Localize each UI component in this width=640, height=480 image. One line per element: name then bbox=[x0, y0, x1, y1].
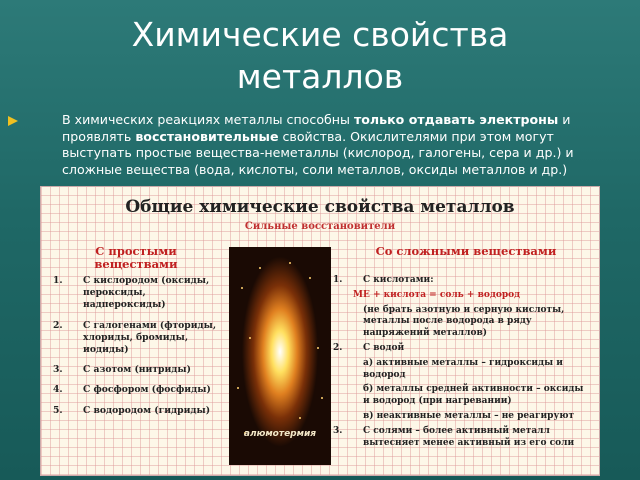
item-number: 3. bbox=[53, 364, 63, 376]
item-text: С кислотами: bbox=[363, 275, 434, 285]
bullet-arrow-icon bbox=[8, 116, 18, 126]
item-number: 3. bbox=[333, 425, 343, 436]
item-number: 2. bbox=[333, 342, 343, 353]
list-item bbox=[53, 320, 223, 357]
image-title: Общие химические свойства металлов bbox=[125, 197, 515, 217]
item-text: С солями – более активный металл вытесняет менее активный из его соли bbox=[363, 425, 575, 448]
bullet-text bbox=[62, 112, 598, 178]
item-text: С фосфором (фосфиды) bbox=[83, 384, 211, 396]
slide-title-line1: Химические свойства bbox=[131, 15, 509, 54]
left-column-heading: С простыми веществами bbox=[94, 244, 178, 271]
water-sub-a: а) активные металлы – гидроксиды и водород bbox=[363, 357, 563, 380]
bullet-text-part: и проявлять bbox=[62, 112, 571, 144]
slide-title-line2: металлов bbox=[236, 57, 404, 96]
bullet-text-part: свойства. Окислителями при этом могут выступать простые вещества-неметаллы (кислород, галогены, сера и др.) и сложные вещества (вода, кислоты, соли металлов, оксиды металлов и др.) bbox=[62, 128, 574, 177]
complex-substances-list bbox=[333, 275, 593, 452]
item-text: С водородом (гидриды) bbox=[83, 404, 211, 416]
bullet-bold-electrons: только отдавать электроны bbox=[353, 112, 559, 127]
bullet-point bbox=[38, 112, 598, 178]
list-item bbox=[53, 275, 223, 312]
acid-note: (не брать азотную и серную кислоты, металлы после водорода в ряду напряжений металлов) bbox=[363, 304, 565, 339]
item-number: 2. bbox=[53, 319, 63, 331]
list-item bbox=[333, 275, 593, 287]
bullet-text-part: В химических реакциях металлы способны bbox=[62, 112, 354, 127]
item-text: С кислородом (оксиды, пероксиды, надпероксиды) bbox=[83, 275, 210, 311]
list-item bbox=[53, 405, 223, 417]
item-text: С галогенами (фториды, хлориды, бромиды, иодиды) bbox=[83, 319, 217, 356]
aluminothermy-photo bbox=[229, 247, 331, 465]
photo-caption: алюмотермия bbox=[243, 429, 317, 439]
acid-formula: МЕ + кислота = соль + водород bbox=[353, 289, 521, 300]
water-sub-b: б) металлы средней активности – оксиды и водород (при нагревании) bbox=[363, 384, 584, 407]
item-text: С водой bbox=[363, 342, 405, 353]
water-sub-c: в) неактивные металлы – не реагируют bbox=[363, 410, 575, 421]
slide-title bbox=[0, 14, 640, 98]
list-item bbox=[333, 426, 593, 450]
item-number: 4. bbox=[53, 384, 63, 396]
item-text: С азотом (нитриды) bbox=[83, 364, 191, 376]
image-subtitle: Сильные восстановители bbox=[244, 221, 396, 232]
item-number: 1. bbox=[333, 275, 343, 285]
list-item bbox=[53, 364, 223, 376]
list-item bbox=[333, 343, 593, 355]
right-column-heading: Со сложными веществами bbox=[375, 244, 557, 258]
item-number: 5. bbox=[53, 404, 63, 416]
list-item bbox=[53, 384, 223, 396]
simple-substances-list bbox=[53, 275, 223, 425]
item-number: 1. bbox=[53, 275, 63, 286]
metals-properties-image bbox=[40, 186, 600, 476]
bullet-bold-reducing: восстановительные bbox=[135, 128, 279, 144]
